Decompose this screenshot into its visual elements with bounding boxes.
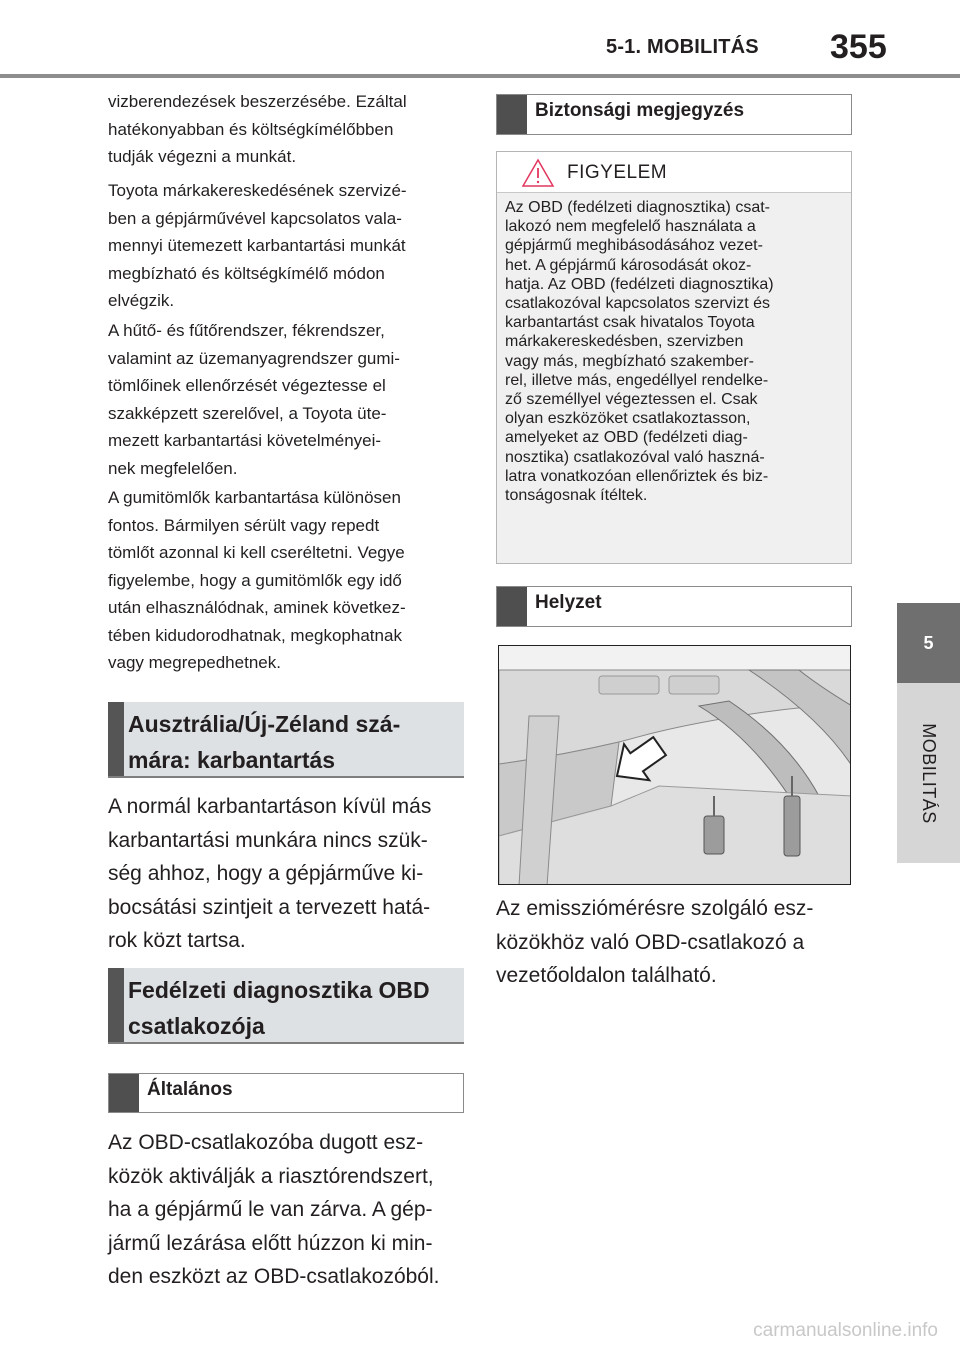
text-line: szakképzett szerelővel, a Toyota üte- <box>108 403 387 423</box>
chapter-label: MOBILITÁS <box>919 722 939 824</box>
text-line: gépjármű meghibásodásához vezet- <box>505 237 763 255</box>
text-line: vagy megrepedhetnek. <box>108 653 281 672</box>
text-line: A hűtő- és fűtőrendszer, fékrendszer, <box>108 321 385 340</box>
text-line: vizberendezések beszerzésébe. Ezáltal <box>108 92 407 111</box>
text-line: tonságosnak ítéltek. <box>505 487 648 505</box>
text-line: figyelembe, hogy a gumitömlők egy idő <box>108 570 402 590</box>
paragraph-1 <box>108 88 407 171</box>
text-line: márkakereskedésben, szervizben <box>505 333 744 351</box>
text-line: nosztika) csatlakozóval való haszná- <box>505 448 765 466</box>
watermark: carmanualsonline.info <box>753 1320 938 1341</box>
warning-header <box>497 152 851 193</box>
page-number: 355 <box>830 28 887 66</box>
header-rule <box>0 74 960 78</box>
text-line: nek megfelelően. <box>108 458 238 478</box>
paragraph-4 <box>108 484 406 677</box>
warning-triangle-icon <box>521 158 555 188</box>
heading-obd-connector <box>108 968 464 1044</box>
text-line: karbantartási munkára nincs szük- <box>108 828 428 852</box>
text-line: tében kidudorodhatnak, megkophatnak <box>108 625 402 645</box>
text-line: valamint az üzemanyagrendszer gumi- <box>108 348 400 368</box>
figure-caption <box>496 892 813 993</box>
text-line: rok közt tartsa. <box>108 929 246 952</box>
warning-text <box>505 198 774 505</box>
paragraph-2 <box>108 177 407 315</box>
text-line: jármű lezárása előtt húzzon ki min- <box>108 1231 433 1255</box>
text-line: fontos. Bármilyen sérült vagy repedt <box>108 515 380 535</box>
text-line: után elhasználódnak, aminek következ- <box>108 598 406 617</box>
text-line: ség ahhoz, hogy a gépjárműve ki- <box>108 862 424 885</box>
heading-bar <box>108 702 124 776</box>
text-line: A normál karbantartáson kívül más <box>108 795 432 818</box>
text-line: bocsátási szintjeit a tervezett hatá- <box>108 895 431 919</box>
text-line: het. A gépjármű károsodását okoz- <box>505 256 752 274</box>
text-line: lakozó nem megfelelő használata a <box>505 218 756 236</box>
text-line: mennyi ütemezett karbantartási munkát <box>108 236 406 255</box>
text-line: amelyeket az OBD (fedélzeti diag- <box>505 429 748 447</box>
text-line: Az OBD-csatlakozóba dugott esz- <box>108 1131 424 1154</box>
heading-bar <box>497 95 527 134</box>
heading-text: Helyzet <box>535 592 602 613</box>
chapter-number: 5 <box>923 632 934 653</box>
text-line: tudják végezni a munkát. <box>108 147 297 166</box>
text-line: den eszközt az OBD-csatlakozóból. <box>108 1265 440 1288</box>
heading-text: Biztonsági megjegyzés <box>535 100 745 121</box>
text-line: Toyota márkakereskedésének szervizé- <box>108 181 407 200</box>
text-line: A gumitömlők karbantartása különösen <box>108 488 401 507</box>
text-line: ben a gépjárművével kapcsolatos vala- <box>108 208 402 228</box>
heading-line: csatlakozója <box>128 1013 265 1039</box>
text-line: közök aktiválják a riasztórendszert, <box>108 1164 434 1188</box>
text-line: ző személlyel végeztessen el. Csak <box>505 391 758 409</box>
heading-text <box>128 972 430 1044</box>
text-line: tömlőinek ellenőrzését végeztesse el <box>108 376 386 395</box>
warning-box <box>496 151 852 564</box>
text-line: mezett karbantartási követelményei- <box>108 431 382 450</box>
text-line: hatékonyabban és költségkímélőbben <box>108 119 394 139</box>
text-line: rel, illetve más, engedéllyel rendelke- <box>505 371 769 389</box>
text-line: Az emissziómérésre szolgáló esz- <box>496 897 814 920</box>
text-line: vagy más, megbízható szakember- <box>505 352 754 370</box>
text-line: vezetőoldalon található. <box>496 964 717 987</box>
heading-line: Ausztrália/Új-Zéland szá- <box>128 711 401 737</box>
heading-line: Fedélzeti diagnosztika OBD <box>128 977 430 1003</box>
paragraph-6 <box>108 1126 440 1294</box>
chapter-tab-label <box>897 683 960 863</box>
paragraph-3 <box>108 317 400 482</box>
heading-australia-maintenance <box>108 702 464 778</box>
obd-location-illustration <box>498 645 851 885</box>
subheading-general <box>108 1073 464 1113</box>
text-line: elvégzik. <box>108 291 175 310</box>
paragraph-5 <box>108 790 431 958</box>
subheading-text: Általános <box>147 1079 233 1100</box>
text-line: olyan eszközöket csatlakoztasson, <box>505 410 751 428</box>
text-line: Az OBD (fedélzeti diagnosztika) csat- <box>505 199 770 216</box>
text-line: hatja. Az OBD (fedélzeti diagnosztika) <box>505 275 774 293</box>
text-line: közökhöz való OBD-csatlakozó a <box>496 930 805 954</box>
heading-bar <box>497 587 527 626</box>
heading-bar <box>108 968 124 1042</box>
text-line: megbízható és költségkímélő módon <box>108 263 385 283</box>
heading-text <box>128 706 400 778</box>
text-line: csatlakozóval kapcsolatos szervizt és <box>505 295 770 313</box>
chapter-tab-number[interactable] <box>897 603 960 683</box>
car-interior-drawing <box>499 646 851 885</box>
warning-title: FIGYELEM <box>567 162 668 183</box>
heading-line: mára: karbantartás <box>128 747 336 773</box>
running-header-section: 5-1. MOBILITÁS <box>606 36 759 58</box>
text-line: latra vonatkozóan ellenőriztek és biz- <box>505 467 769 485</box>
subheading-bar <box>109 1074 139 1112</box>
heading-location <box>496 586 852 627</box>
text-line: karbantartást csak hivatalos Toyota <box>505 314 755 332</box>
text-line: ha a gépjármű le van zárva. A gép- <box>108 1198 433 1221</box>
heading-safety-note <box>496 94 852 135</box>
text-line: tömlőt azonnal ki kell cseréltetni. Vegye <box>108 543 405 562</box>
